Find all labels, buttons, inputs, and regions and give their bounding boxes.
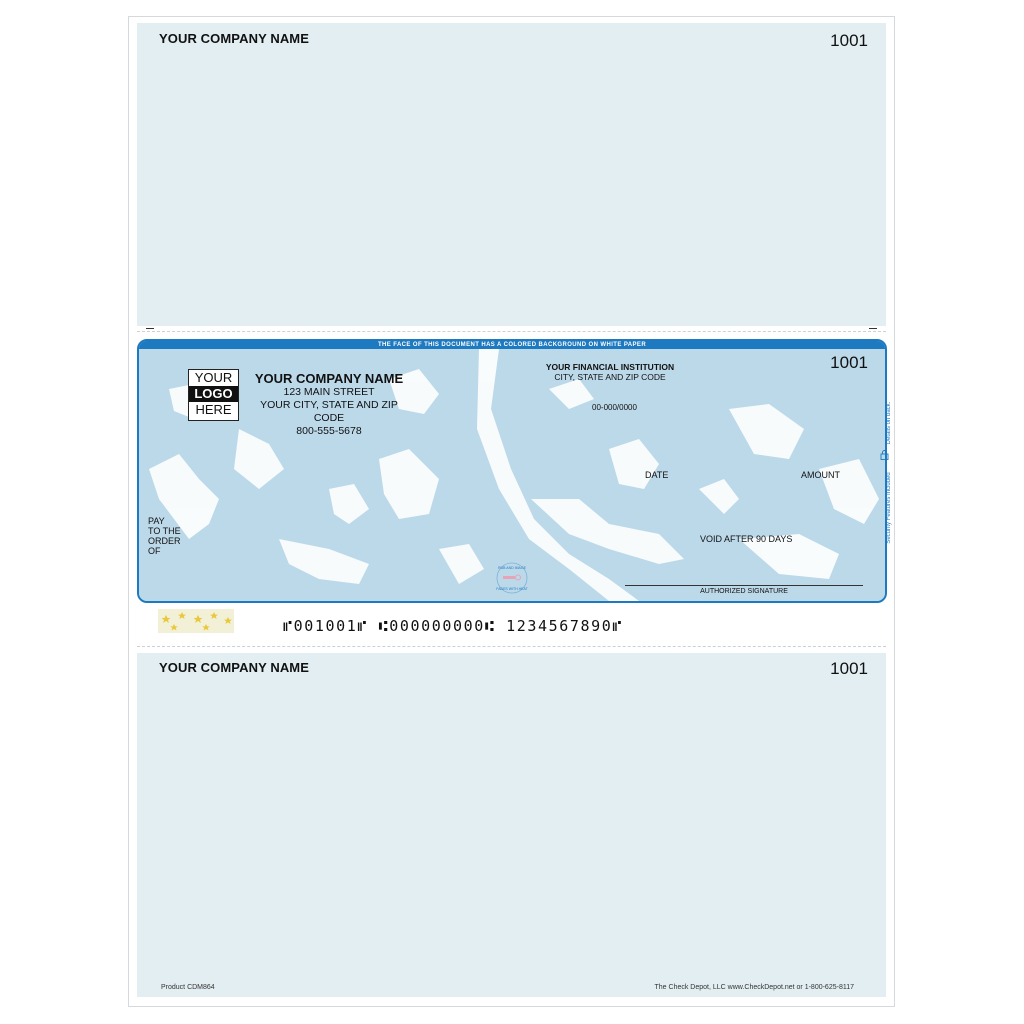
date-label: DATE: [645, 470, 669, 480]
check-company-block: [249, 371, 409, 438]
check-phone: 800-555-5678: [296, 425, 362, 437]
signature-line: [625, 585, 863, 586]
check-address-line1: 123 MAIN STREET: [283, 386, 375, 398]
top-stub: [137, 23, 886, 326]
details-on-back-label: Details on back.: [886, 401, 892, 445]
financial-institution-name: YOUR FINANCIAL INSTITUTION: [545, 362, 675, 372]
logo-line-1: YOUR: [194, 370, 233, 385]
fraction-code: 00-000/0000: [592, 403, 637, 412]
micr-line: ⑈001001⑈ ⑆000000000⑆ 1234567890⑈: [283, 617, 624, 635]
vendor-info: The Check Depot, LLC www.CheckDepot.net or 1-800-625-8117: [654, 984, 854, 991]
financial-institution-block: [535, 362, 685, 382]
top-stub-check-number: 1001: [830, 31, 868, 50]
pay-line-4: OF: [148, 546, 161, 556]
check-number: 1001: [830, 353, 868, 372]
pay-line-3: ORDER: [148, 536, 181, 546]
perforation-line-bottom: [137, 646, 886, 647]
perforation-line-top: [137, 331, 886, 332]
hologram-foil-icon: [158, 609, 234, 633]
pay-to-the-order-label: [148, 516, 181, 556]
pay-line-2: TO THE: [148, 526, 181, 536]
logo-line-2: LOGO: [189, 386, 238, 402]
seal-text-top: RUB AND IMAGE: [498, 566, 526, 570]
security-features-label: Security Features Included: [886, 472, 892, 544]
heat-sensitive-seal-icon: [489, 560, 535, 596]
bottom-stub-check-number: 1001: [830, 659, 868, 678]
logo-line-3: HERE: [195, 402, 232, 417]
bottom-stub-company-name: YOUR COMPANY NAME: [159, 660, 310, 675]
seal-text-bottom: FADES WITH HEAT: [496, 587, 528, 591]
check-company-name: YOUR COMPANY NAME: [254, 371, 404, 386]
void-notice: VOID AFTER 90 DAYS: [700, 534, 793, 544]
authorized-signature-label: AUTHORIZED SIGNATURE: [700, 588, 788, 595]
top-stub-company-name: YOUR COMPANY NAME: [159, 31, 310, 46]
security-features-side-text: [884, 395, 894, 555]
check-address-line2: YOUR CITY, STATE AND ZIP CODE: [260, 399, 398, 424]
pay-line-1: PAY: [148, 516, 165, 526]
colored-background-notice: THE FACE OF THIS DOCUMENT HAS A COLORED BACKGROUND ON WHITE PAPER: [139, 341, 885, 349]
perforation-mark-left: [146, 328, 154, 329]
product-code: Product CDM864: [161, 984, 215, 991]
amount-label: AMOUNT: [801, 470, 840, 480]
financial-institution-city: CITY, STATE AND ZIP CODE: [554, 372, 666, 382]
logo-placeholder: [188, 369, 239, 421]
bottom-stub: [137, 653, 886, 997]
check-face: [137, 339, 887, 603]
padlock-icon: [880, 450, 889, 460]
perforation-mark-right: [869, 328, 877, 329]
